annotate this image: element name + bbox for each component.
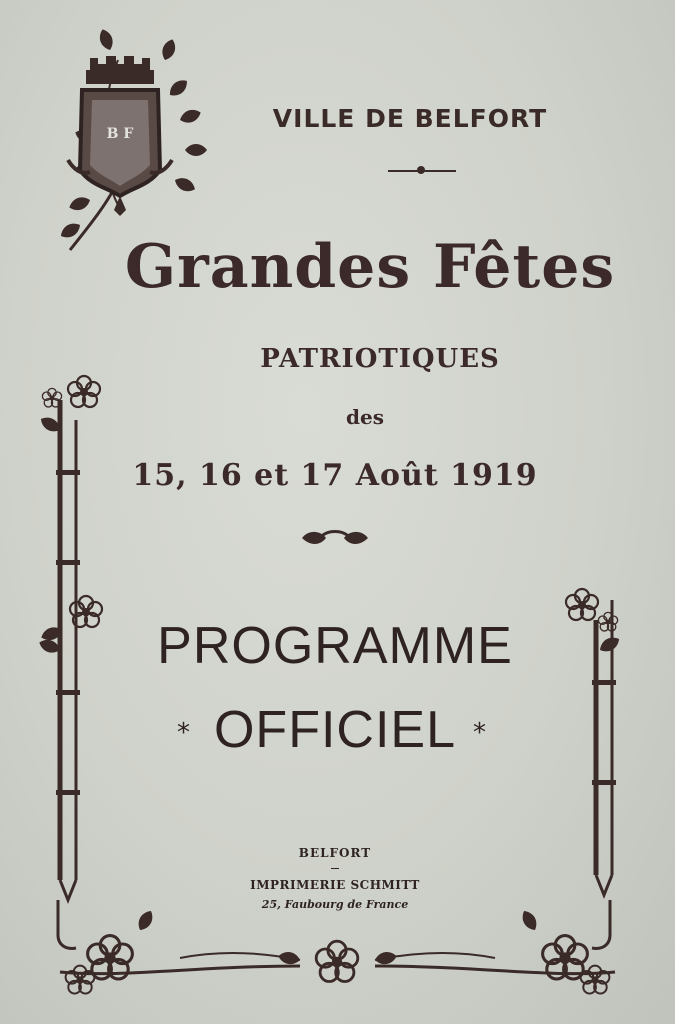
subtitle-connector: des	[346, 405, 384, 429]
city-heading: VILLE DE BELFORT	[272, 104, 548, 133]
officiel-heading: OFFICIEL	[213, 701, 457, 759]
printer-city: BELFORT	[298, 846, 372, 860]
header-rule-dot	[417, 166, 425, 174]
event-dates: 15, 16 et 17 Août 1919	[132, 458, 538, 493]
printer-divider	[331, 868, 339, 869]
star-right-icon: *	[473, 718, 486, 748]
printer-address: 25, Faubourg de France	[261, 898, 409, 911]
star-left-icon: *	[177, 718, 190, 748]
ornament-divider	[302, 532, 368, 545]
bottom-floral-frieze	[58, 900, 615, 994]
subtitle: PATRIOTIQUES	[260, 344, 500, 374]
right-floral-column	[566, 589, 622, 895]
printer-name: IMPRIMERIE SCHMITT	[250, 878, 420, 892]
crest-letters: B F	[106, 126, 134, 142]
programme-heading: PROGRAMME	[157, 617, 513, 675]
left-floral-column	[37, 376, 102, 900]
main-title: Grandes Fêtes	[124, 232, 616, 302]
coat-of-arms-icon	[58, 27, 207, 250]
